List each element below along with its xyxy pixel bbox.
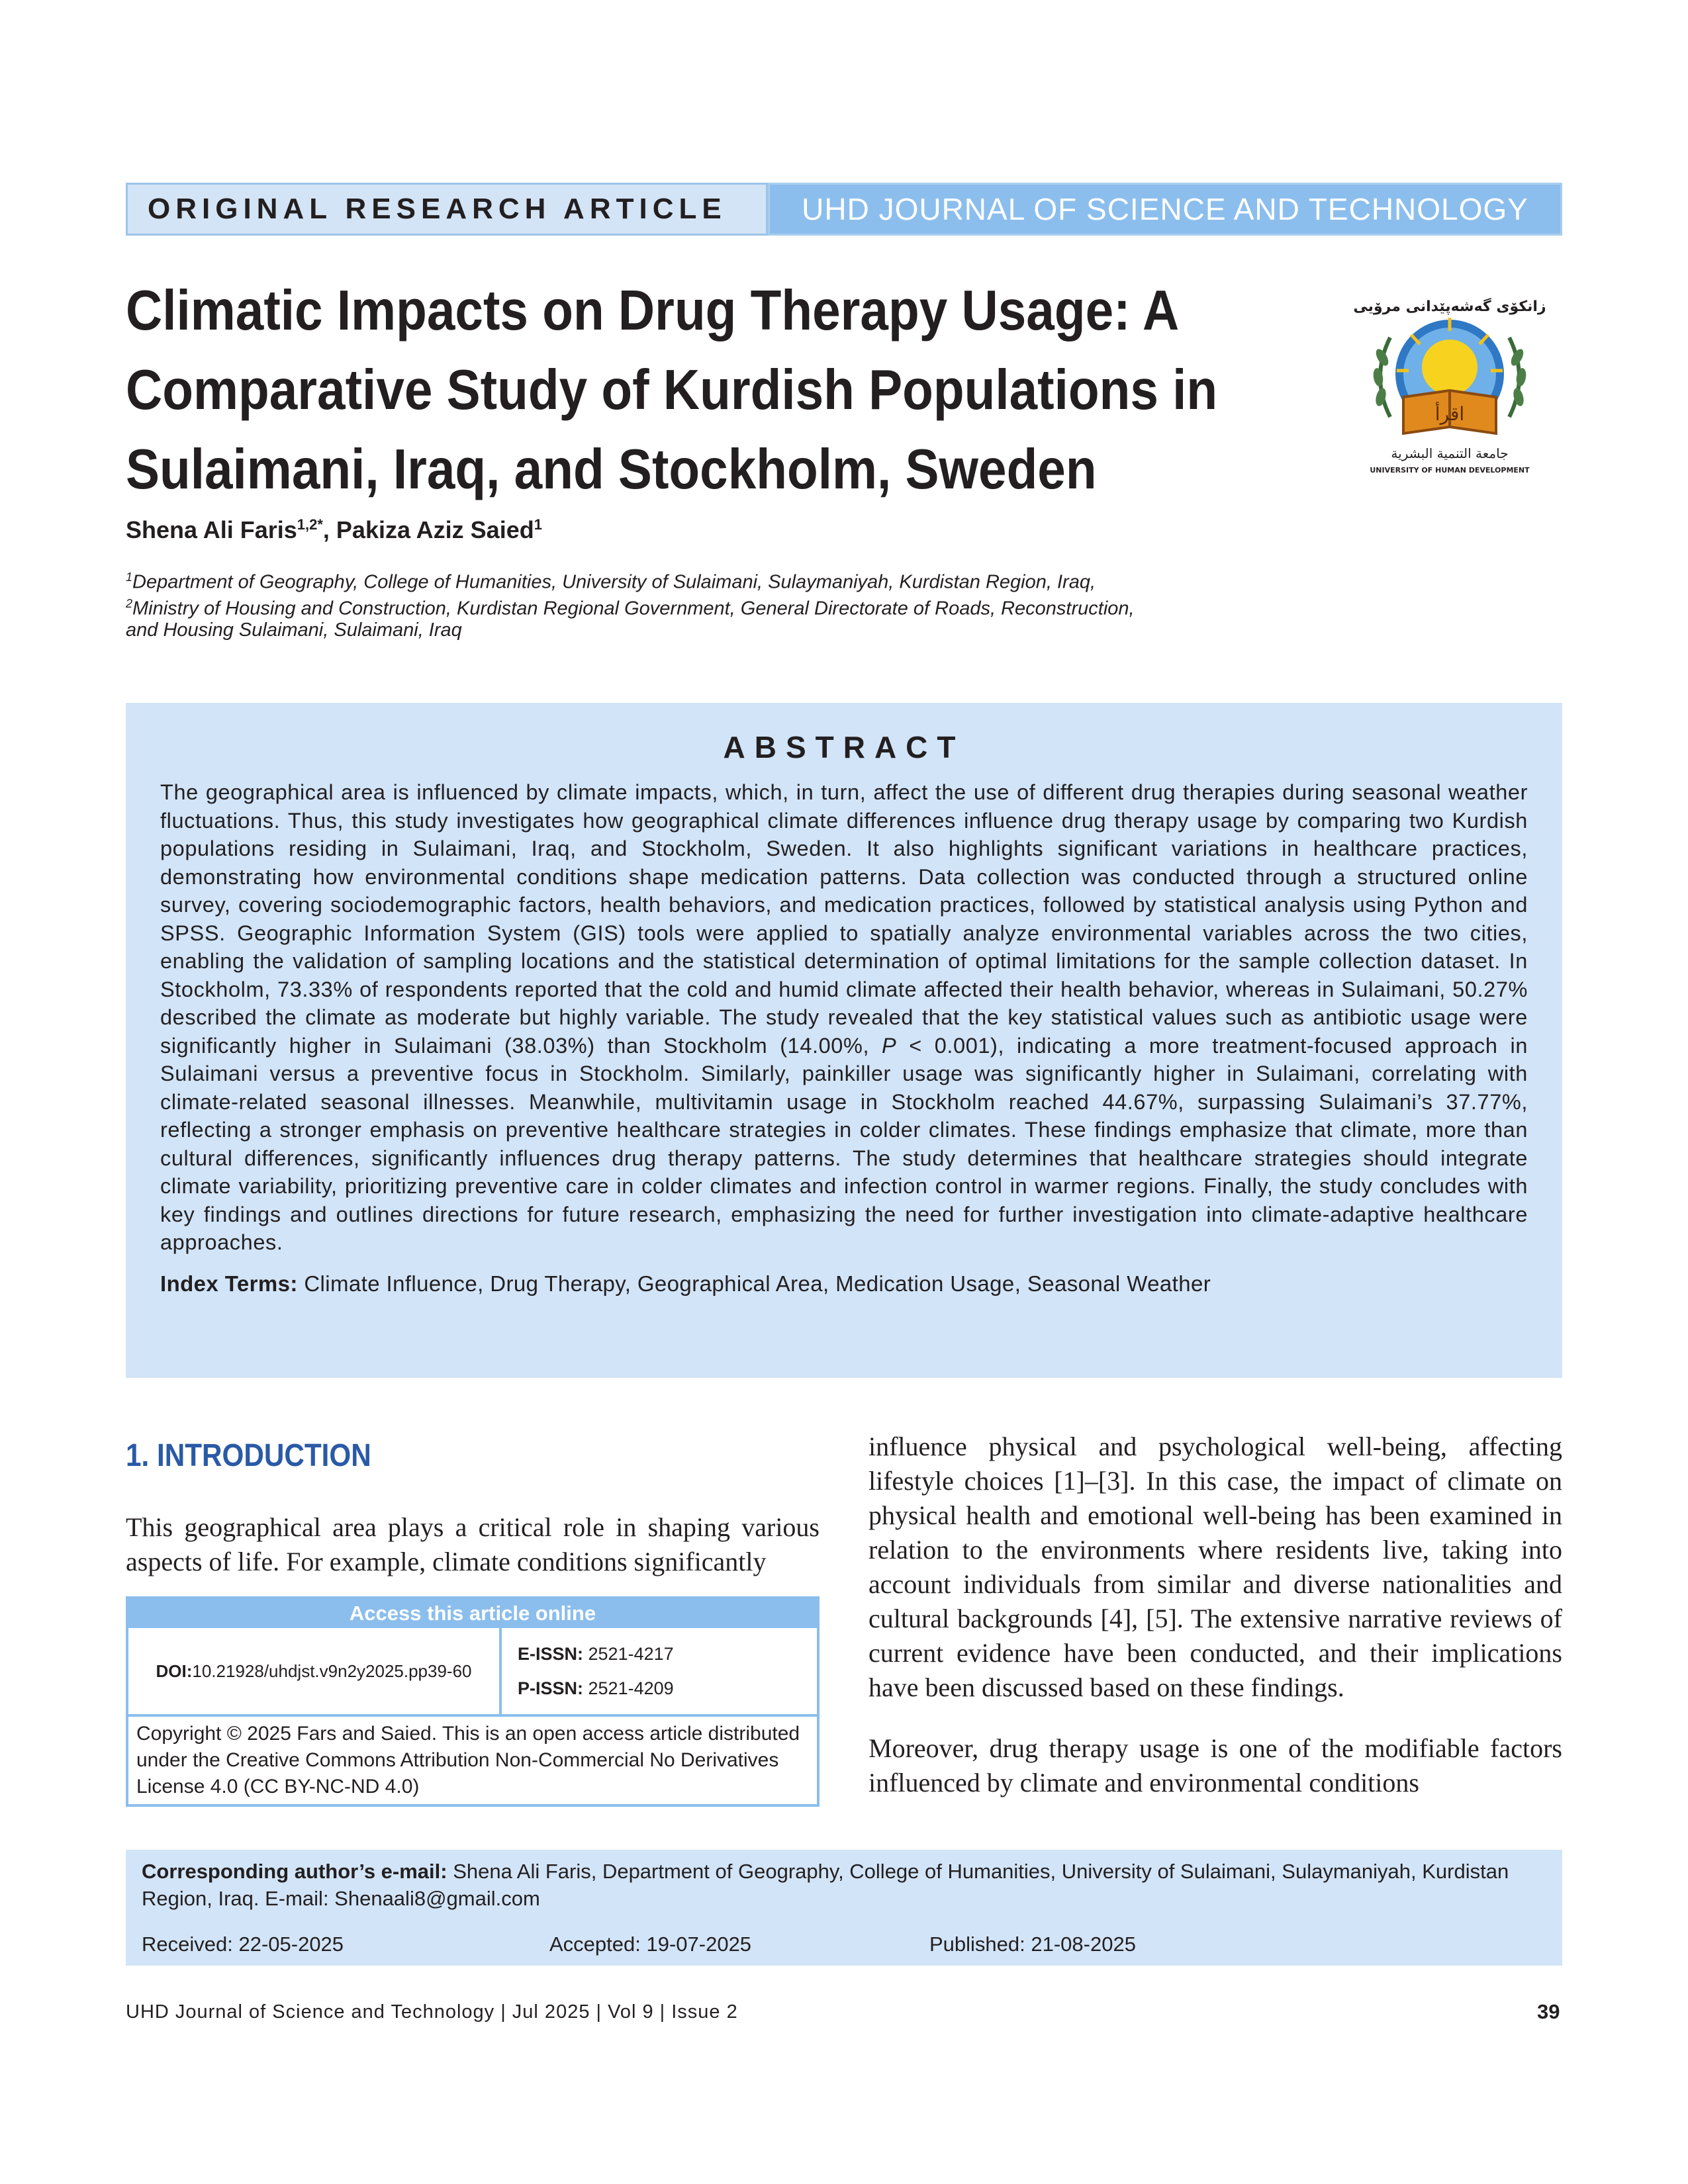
- abstract-text: The geographical area is influenced by climate impacts, which, in turn, affect the use of different drug therapies during seasonal weather fluctuations. Thus, this study investigates how geographical climate differences influence drug therapy usage by comparing two Kurdish populations residing in Sulaimani, Iraq, and Stockholm, Sweden. It also highlights significant variations in healthcare practices, demonstrating how environmental conditions shape medication patterns. Data collection was conducted through a structured online survey, covering sociodemographic factors, health behaviors, and medication practices, followed by statistical analysis using Python and SPSS. Geographic Information System (GIS) tools were applied to spatially analyze environmental variables across the two cities, enabling the validation of sampling locations and the statistical determination of optimal limitations for the sample collection dataset. In Stockholm, 73.33% of respondents reported that the cold and humid climate affected their health behavior, whereas in Sulaimani, 50.27% described the climate as moderate but highly variable. The study revealed that the key statistical values such as antibiotic usage were significantly higher in Sulaimani (38.03%) than Stockholm (14.00%, P < 0.001), indicating a more treatment-focused approach in Sulaimani versus a preventive focus in Stockholm. Similarly, painkiller usage was significantly higher in Sulaimani, correlating with climate-related seasonal illnesses. Meanwhile, multivitamin usage in Stockholm reached 44.67%, surpassing Sulaimani’s 37.77%, reflecting a stronger emphasis on preventive healthcare strategies in colder climates. These findings emphasize that climate, more than cultural differences, significantly influences drug therapy patterns. The study determines that healthcare strategies should integrate climate variability, prioritizing preventive care in colder climates and infection control in warmer regions. Finally, the study concludes with key findings and outlines directions for future research, emphasizing the need for further investigation into climate-adaptive healthcare approaches.: [160, 780, 1528, 1254]
- affiliation-2-continued: and Housing Sulaimani, Sulaimani, Iraq: [126, 619, 462, 641]
- journal-name-label: UHD JOURNAL OF SCIENCE AND TECHNOLOGY: [768, 183, 1562, 236]
- affiliation-1: $^1$Department of Geography, College of Humanities, University of Sulaimani, Sulaymaniyah, Kurdistan Region, Iraq,: [126, 570, 1096, 593]
- title-line: Comparative Study of Kurdish Populations in: [126, 359, 1218, 422]
- section-heading-introduction: 1. INTRODUCTION: [126, 1438, 371, 1473]
- abstract-box: [126, 703, 1562, 1378]
- author-name: Shena Ali Faris: [126, 516, 297, 543]
- pissn-value: 2521-4209: [583, 1678, 674, 1698]
- logo-arabic-bottom: جامعة التنمية البشرية: [1391, 445, 1509, 461]
- received-date: Received: 22-05-2025: [142, 1933, 344, 1956]
- university-logo-icon: [1350, 285, 1549, 483]
- index-terms: Index Terms: Climate Influence, Drug Therapy, Geographical Area, Medication Usage, Seasonal Weather: [160, 1271, 1211, 1296]
- intro-paragraph-left: This geographical area plays a critical role in shaping various aspects of life. For example, climate conditions significantly: [126, 1512, 820, 1576]
- title-line: Climatic Impacts on Drug Therapy Usage: A: [126, 279, 1180, 342]
- abstract-heading: ABSTRACT: [723, 730, 965, 764]
- copyright-notice: Copyright © 2025 Fars and Saied. This is an open access article distributed under the Creative Commons Attribution Non-Commercial No Derivatives License 4.0 (CC BY-NC-ND 4.0): [136, 1723, 800, 1797]
- corresponding-author-text: Corresponding author’s e-mail: Shena Ali Faris, Department of Geography, College of Humanities, University of Sulaimani, Sulaymaniyah, Kurdistan Region, Iraq. E-mail: Shenaali8@gmail.com: [142, 1860, 1509, 1910]
- author-list: [126, 516, 542, 544]
- access-article-online-box: [126, 1596, 820, 1807]
- article-type-label: ORIGINAL RESEARCH ARTICLE: [126, 183, 768, 236]
- article-title: [126, 271, 1293, 510]
- logo-book-text: اقرأ: [1434, 403, 1465, 425]
- accepted-date: Accepted: 19-07-2025: [549, 1933, 752, 1956]
- author-affiliation-marker: 1,2*: [297, 516, 323, 533]
- footer-journal-info: UHD Journal of Science and Technology | Jul 2025 | Vol 9 | Issue 2: [126, 2001, 738, 2023]
- intro-paragraph-right-2: Moreover, drug therapy usage is one of the modifiable factors influenced by climate and environmental conditions: [868, 1733, 1562, 1797]
- page-number: 39: [1537, 2000, 1560, 2023]
- title-line: Sulaimani, Iraq, and Stockholm, Sweden: [126, 438, 1097, 501]
- doi-label: DOI:: [156, 1661, 193, 1681]
- logo-arabic-top: زانكۆی گەشەپێدانی مرۆیی: [1353, 298, 1546, 315]
- published-date: Published: 21-08-2025: [929, 1933, 1136, 1956]
- right-column: [868, 1430, 1562, 1800]
- affiliation-2: $^2$Ministry of Housing and Construction, Kurdistan Regional Government, General Directorate of Roads, Reconstruction,: [126, 597, 1135, 619]
- access-box-header: Access this article online: [128, 1599, 817, 1628]
- doi-link[interactable]: 10.21928/uhdjst.v9n2y2025.pp39-60: [192, 1661, 472, 1681]
- author-name: Pakiza Aziz Saied: [336, 516, 534, 543]
- doi-cell: [128, 1628, 502, 1717]
- corresponding-author-box: [126, 1850, 1562, 1966]
- issn-cell: E-ISSN: 2521-4217 P-ISSN: 2521-4209: [502, 1628, 817, 1717]
- author-separator: ,: [322, 516, 336, 543]
- author-affiliation-marker: 1: [534, 516, 542, 533]
- journal-header-band: [126, 183, 1562, 236]
- intro-paragraph-right-1: influence physical and psychological well-being, affecting lifestyle choices [1]–[3]. In this case, the impact of climate on physical health and emotional well-being has been examined in relation to the environments where residents live, taking into account individuals from similar and diverse nationalities and cultural backgrounds [4], [5]. The extensive narrative reviews of current evidence have been conducted, and their implications have been discussed based on these findings.: [868, 1432, 1562, 1702]
- eissn-value: 2521-4217: [583, 1644, 674, 1664]
- logo-english-text: UNIVERSITY OF HUMAN DEVELOPMENT: [1370, 466, 1530, 475]
